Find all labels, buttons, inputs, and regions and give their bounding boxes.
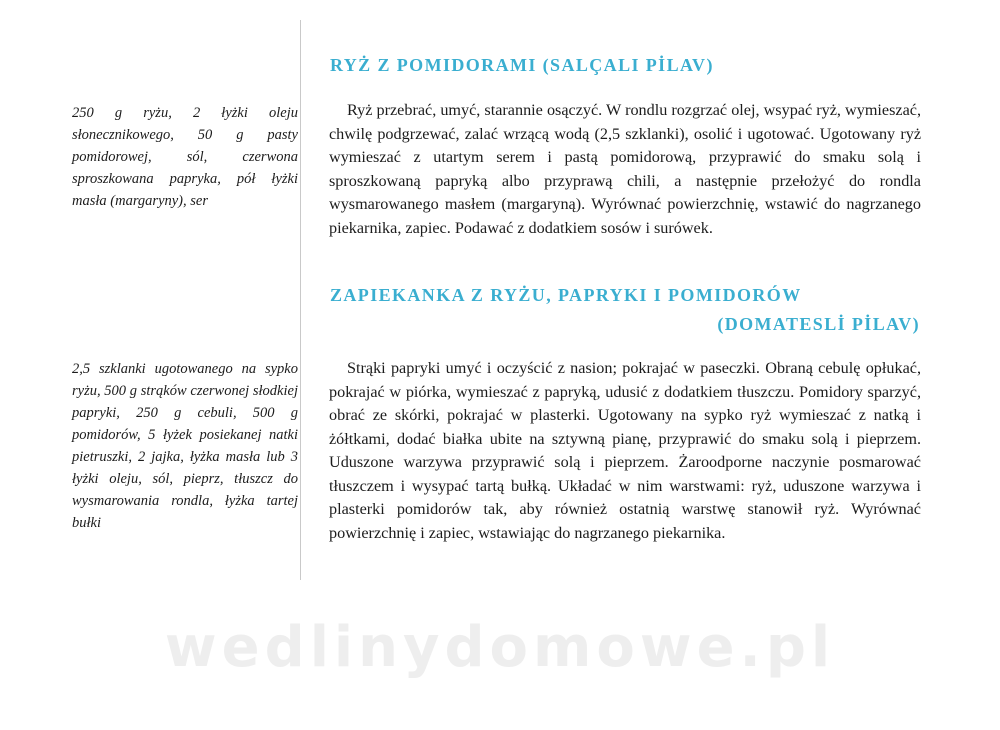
watermark: wedlinydomowe.pl (164, 615, 836, 680)
recipe2-ingredients: 2,5 szklanki ugotowanego na sypko ryżu, 500 g strąków czerwonej słodkiej papryki, 250 g cebuli, 500 g pomidorów, 5 łyżek posiekanej natki pietruszki, 2 jajka, łyżka masła lub 3 łyżki oleju, sól, pieprz, tłuszcz do wysmarowania rondla, łyżka tartej bułki (72, 361, 298, 531)
recipe1-instructions: Ryż przebrać, umyć, starannie osączyć. W rondlu rozgrzać olej, wsypać ryż, wymieszać, chwilę podgrzewać, zalać wrzącą wodą (2,5 szklanki), osolić i ugotować. Ugotowany ryż wymieszać z utartym serem i pastą pomidorową, przyprawić do smaku solą i sproszkowaną papryką albo przyprawą chili, a następnie przełożyć do rondla wysmarowanego masłem (margaryną). Wyrównać powierzchnię, wstawić do nagrzanego piekarnika, zapiec. Podawać z dodatkiem sosów i surówek. (329, 101, 921, 237)
recipe2-title-line1: ZAPIEKANKA Z RYŻU, PAPRYKI I POMIDORÓW (330, 285, 802, 305)
recipe2-instructions: Strąki papryki umyć i oczyścić z nasion; pokrajać w paseczki. Obraną cebulę opłukać, pokrajać w piórka, wymieszać z papryką, udusić z dodatkiem tłuszczu. Pomidory sparzyć, obrać ze skórki, pokrajać w plasterki. Ugotowany na sypko ryż wymieszać z natką i żółtkami, dodać białka ubite na sztywną pianę, przyprawić do smaku solą i pieprzem. Uduszone warzywa przyprawić solą i pieprzem. Żaroodporne naczynie posmarować tłuszczem i wysypać tartą bułką. Układać w nim warstwami: ryż, uduszone warzywa i plasterki pomidorów tak, aby również ostatnią warstwę stanowił ryż. Wyrównać powierzchnię i zapiec, wstawiając do nagrzanego piekarnika. (329, 359, 921, 542)
recipe2-title-line2: (DOMATESLİ PİLAV) (717, 314, 920, 334)
recipe1-title: RYŻ Z POMIDORAMI (SALÇALI PİLAV) (330, 55, 714, 75)
column-divider (300, 20, 301, 580)
recipe1-ingredients: 250 g ryżu, 2 łyżki oleju słonecznikowego, 50 g pasty pomidorowej, sól, czerwona sproszkowana papryka, pół łyżki masła (margaryny), ser (72, 105, 298, 209)
